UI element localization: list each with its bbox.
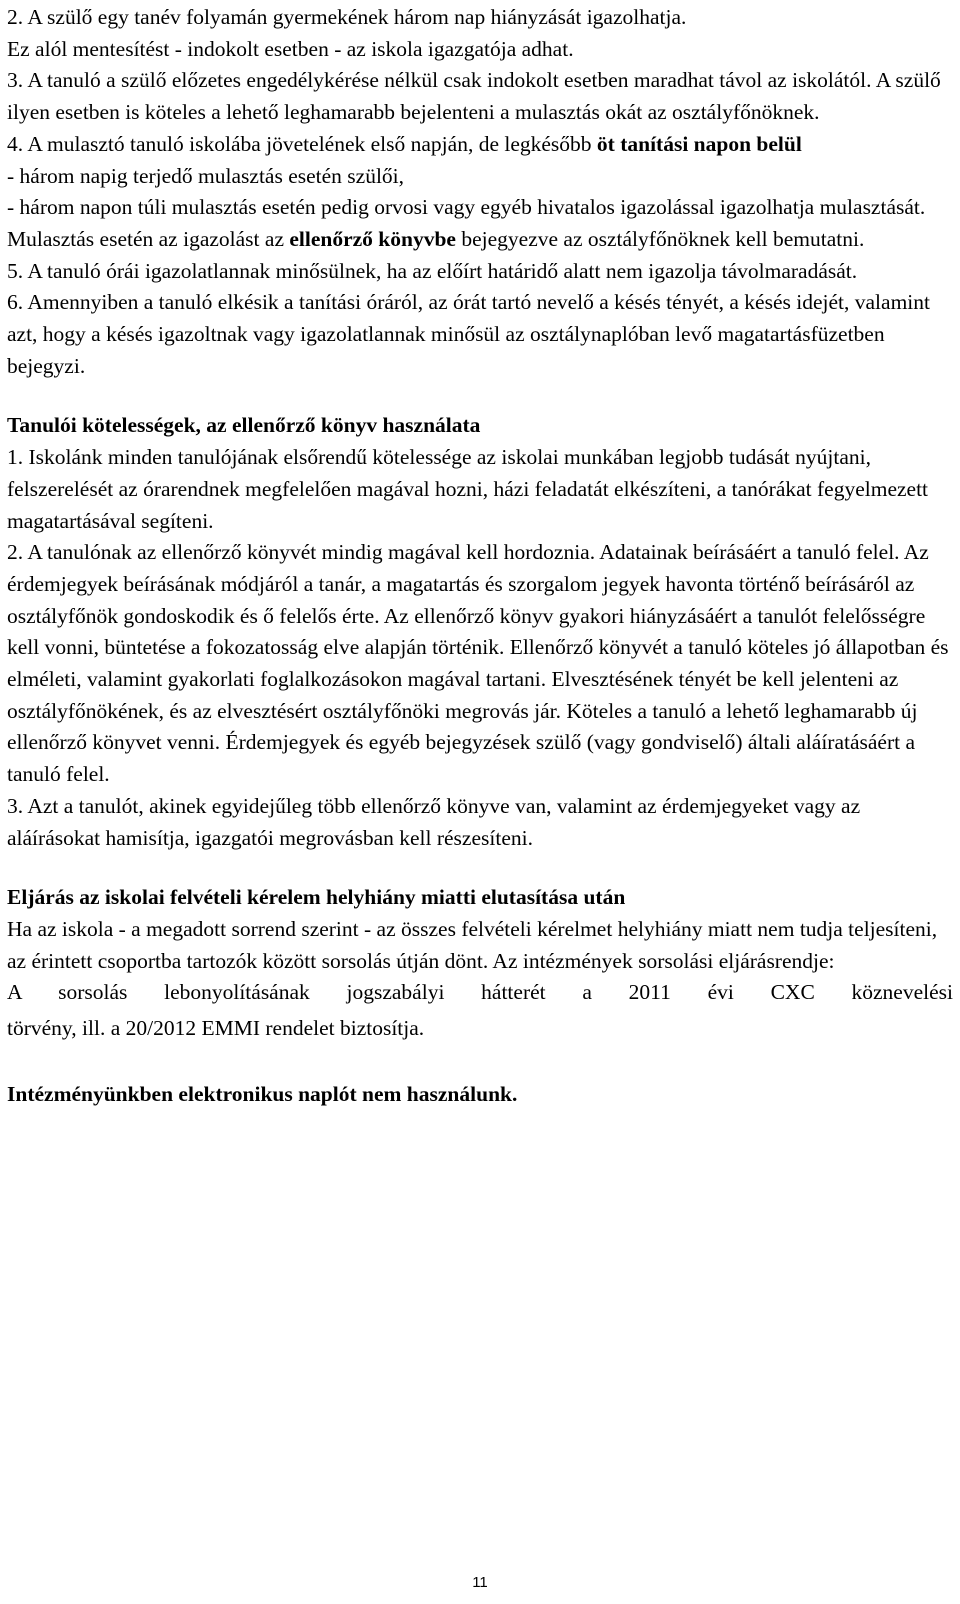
absence-rule-4-long-absence: - három napon túli mulasztás esetén pedig orvosi vagy egyéb hivatalos igazolással igazolhatja mulasztását. Mulasztás esetén az igazolást az xyxy=(7,195,926,251)
absence-rule-3: 3. A tanuló a szülő előzetes engedélykérése nélkül csak indokolt esetben maradhat távol az iskolától. A szülő ilyen esetben is köteles a lehető leghamarabb bejelenteni a mulasztás okát az osztályfőnöknek. xyxy=(7,68,941,125)
absence-rule-2-line-2: Ez alól mentesítést - indokolt esetben - az iskola igazgatója adhat. xyxy=(7,36,574,61)
text-column xyxy=(7,2,953,1111)
legal-basis-line-2: törvény, ill. a 20/2012 EMMI rendelet biztosítja. xyxy=(7,1016,425,1041)
duties-heading: Tanulói kötelességek, az ellenőrző könyv használata xyxy=(7,413,481,438)
absence-rule-2 xyxy=(7,2,953,65)
legal-basis-line-1: A sorsolás lebonyolításának jogszabályi hátterét a 2011 évi CXC köznevelési xyxy=(7,980,953,1005)
absence-rule-4-intro: 4. A mulasztó tanuló iskolába jövetelének első napján, de legkésőbb xyxy=(7,131,597,156)
absence-rule-4-deadline: öt tanítási napon belül xyxy=(596,131,802,156)
admission-heading: Eljárás az iskolai felvételi kérelem helyhiány miatti elutasítása után xyxy=(7,885,626,910)
absence-rule-4-short-absence: - három napig terjedő mulasztás esetén szülői, xyxy=(7,163,405,188)
duties-rule-2: 2. A tanulónak az ellenőrző könyvét mindig magával kell hordoznia. Adatainak beírásáért a tanuló felel. Az érdemjegyek beírásának módjáról a tanár, a magatartás és szorgalom jegyek havonta történő beírásáról az osztályfőnök gondoskodik és ő felelős érte. Az ellenőrző könyv gyakori hiányzásáért a tanulót felelősségre kell vonni, büntetése a fokozatosság elve alapján történik. Ellenőrző könyvét a tanuló köteles jó állapotban és elméleti, valamint gyakorlati foglalkozásokon magával tartani. Elvesztésének tényét be kell jelenteni az osztályfőnökének, és az elvesztésért osztályfőnöki megrovás jár. Köteles a tanuló a lehető leghamarabb új ellenőrző könyvet venni. Érdemjegyek és egyéb bejegyzések szülő (vagy gondviselő) általi aláíratásáért a tanuló felel. xyxy=(7,540,949,787)
duties-rule-1: 1. Iskolánk minden tanulójának elsőrendű kötelessége az iskolai munkában legjobb tudását nyújtani, felszerelését az órarendnek megfelelően magával hozni, házi feladatát elkészíteni, a tanórákat fegyelmezett magatartásával segíteni. xyxy=(7,445,929,533)
absence-rule-4-end: bejegyezve az osztályfőnöknek kell bemutatni. xyxy=(455,226,865,251)
admission-paragraph: Ha az iskola - a megadott sorrend szerint - az összes felvételi kérelmet helyhiány miatt nem tudja teljesíteni, az érintett csoportba tartozók között sorsolás útján dönt. Az intézmények sorsolási eljárásrendje: xyxy=(7,916,938,973)
absence-rule-5: 5. A tanuló órái igazolatlannak minősülnek, ha az előírt határidő alatt nem igazolja távolmaradását. xyxy=(7,258,858,283)
absence-rule-4 xyxy=(7,129,953,256)
absence-rule-4-booklet: ellenőrző könyvbe xyxy=(289,226,456,251)
absence-rule-2-line-1: 2. A szülő egy tanév folyamán gyermekének három nap hiányzását igazolhatja. xyxy=(7,5,687,29)
absence-rule-6: 6. Amennyiben a tanuló elkésik a tanítási óráról, az órát tartó nevelő a késés tényét, a késés idejét, valamint azt, hogy a késés igazoltnak vagy igazolatlannak minősül az osztálynaplóban levő magatartásfüzetben bejegyzi. xyxy=(7,290,930,378)
page-number: 11 xyxy=(472,1574,488,1591)
duties-rule-3: 3. Azt a tanulót, akinek egyidejűleg több ellenőrző könyve van, valamint az érdemjegyeket vagy az aláírásokat hamisítja, igazgatói megrovásban kell részesíteni. xyxy=(7,793,861,850)
closing-statement: Intézményünkben elektronikus naplót nem használunk. xyxy=(7,1081,518,1106)
